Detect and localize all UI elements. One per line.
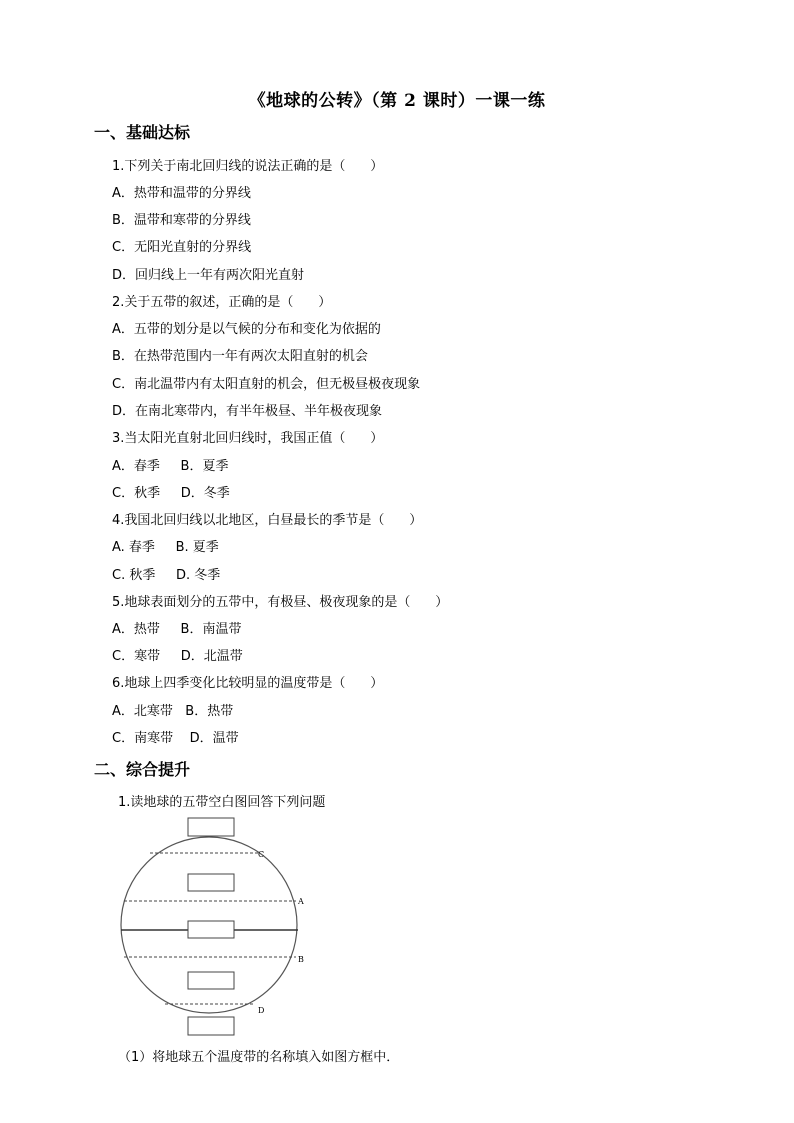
section-heading-comprehensive: 二、综合提升 bbox=[94, 760, 191, 779]
question-6-options-ab: A．北寒带 B．热带 bbox=[112, 704, 234, 719]
question-2-stem: 2.关于五带的叙述，正确的是（ ） bbox=[112, 295, 332, 310]
answer-box-2[interactable] bbox=[188, 874, 234, 891]
question-4-options-ab: A. 春季 B. 夏季 bbox=[112, 540, 219, 555]
question-2-option-d: D．在南北寒带内，有半年极昼、半年极夜现象 bbox=[112, 404, 383, 419]
label-d: D bbox=[258, 1006, 265, 1015]
question-1-option-d: D．回归线上一年有两次阳光直射 bbox=[112, 268, 305, 283]
question-5-options-cd: C．寒带 D．北温带 bbox=[112, 649, 243, 664]
comprehensive-question-1-stem: 1.读地球的五带空白图回答下列问题 bbox=[118, 795, 326, 810]
question-1-option-a: A．热带和温带的分界线 bbox=[112, 186, 251, 201]
answer-box-3[interactable] bbox=[188, 921, 234, 938]
question-5-stem: 5.地球表面划分的五带中，有极昼、极夜现象的是（ ） bbox=[112, 595, 449, 610]
sub-question-1: （1）将地球五个温度带的名称填入如图方框中． bbox=[118, 1050, 400, 1065]
label-a: A bbox=[298, 897, 304, 906]
question-2-option-c: C．南北温带内有太阳直射的机会，但无极昼极夜现象 bbox=[112, 377, 421, 392]
section-heading-basic: 一、基础达标 bbox=[94, 123, 191, 142]
question-6-stem: 6.地球上四季变化比较明显的温度带是（ ） bbox=[112, 676, 384, 691]
question-1-option-b: B．温带和寒带的分界线 bbox=[112, 213, 251, 228]
question-1-option-c: C．无阳光直射的分界线 bbox=[112, 240, 252, 255]
question-6-options-cd: C．南寒带 D．温带 bbox=[112, 731, 239, 746]
five-zones-diagram bbox=[110, 812, 320, 1040]
question-4-stem: 4.我国北回归线以北地区，白昼最长的季节是（ ） bbox=[112, 513, 423, 528]
question-1-stem: 1.下列关于南北回归线的说法正确的是（ ） bbox=[112, 159, 384, 174]
question-2-option-a: A．五带的划分是以气候的分布和变化为依据的 bbox=[112, 322, 381, 337]
question-3-options-cd: C．秋季 D．冬季 bbox=[112, 486, 230, 501]
answer-box-1[interactable] bbox=[188, 818, 234, 836]
question-4-options-cd: C. 秋季 D. 冬季 bbox=[112, 568, 221, 583]
question-3-stem: 3.当太阳光直射北回归线时，我国正值（ ） bbox=[112, 431, 384, 446]
answer-box-5[interactable] bbox=[188, 1017, 234, 1035]
question-3-options-ab: A．春季 B．夏季 bbox=[112, 459, 229, 474]
answer-box-4[interactable] bbox=[188, 972, 234, 989]
question-2-option-b: B．在热带范围内一年有两次太阳直射的机会 bbox=[112, 349, 368, 364]
label-c: C bbox=[258, 850, 265, 859]
page-title: 《地球的公转》（第 2 课时）一课一练 bbox=[248, 91, 546, 111]
label-b: B bbox=[298, 955, 304, 964]
question-5-options-ab: A．热带 B．南温带 bbox=[112, 622, 242, 637]
